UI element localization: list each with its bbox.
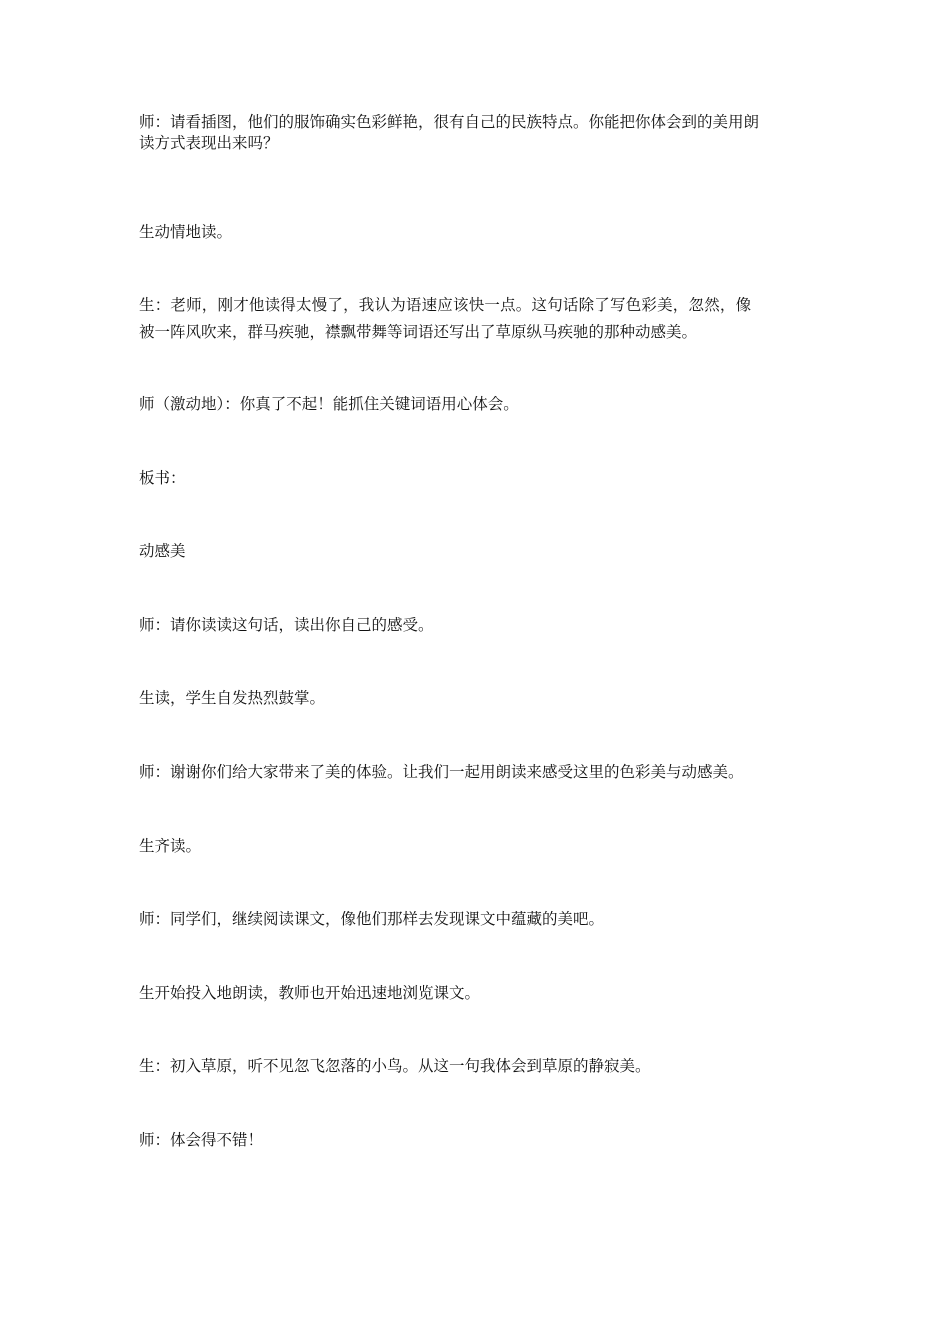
paragraph-line: 被一阵风吹来，群马疾驰，襟飘带舞等词语还写出了草原纵马疾驰的那种动感美。 [139, 323, 698, 341]
paragraph [139, 983, 829, 1004]
paragraph [139, 295, 829, 343]
paragraph-line: 生读，学生自发热烈鼓掌。 [139, 689, 326, 707]
paragraph [139, 222, 829, 243]
paragraph-line: 生：老师，刚才他读得太慢了，我认为语速应该快一点。这句话除了写色彩美，忽然，像 [139, 296, 752, 314]
paragraph [139, 615, 829, 636]
paragraph-line: 板书： [139, 469, 186, 487]
paragraph-line: 读方式表现出来吗？ [139, 134, 279, 152]
paragraph [139, 909, 829, 930]
paragraph [139, 1130, 829, 1151]
paragraph [139, 394, 829, 415]
paragraph-line: 师：请你读读这句话，读出你自己的感受。 [139, 616, 434, 634]
paragraph-line: 生动情地读。 [139, 223, 233, 241]
paragraph-line: 师：体会得不错！ [139, 1131, 264, 1149]
paragraph [139, 468, 829, 489]
paragraph [139, 762, 829, 783]
paragraph-line: 师：请看插图，他们的服饰确实色彩鲜艳，很有自己的民族特点。你能把你体会到的美用朗 [139, 113, 760, 131]
paragraph [139, 688, 829, 709]
paragraph-line: 生开始投入地朗读，教师也开始迅速地浏览课文。 [139, 984, 481, 1002]
paragraph-line: 师：谢谢你们给大家带来了美的体验。让我们一起用朗读来感受这里的色彩美与动感美。 [139, 763, 744, 781]
paragraph-line: 生齐读。 [139, 837, 202, 855]
paragraph-line: 动感美 [139, 542, 186, 560]
paragraph-line: 师：同学们，继续阅读课文，像他们那样去发现课文中蕴藏的美吧。 [139, 910, 605, 928]
paragraph [139, 112, 829, 154]
paragraph-line: 生：初入草原，听不见忽飞忽落的小鸟。从这一句我体会到草原的静寂美。 [139, 1057, 651, 1075]
paragraph [139, 1056, 829, 1077]
paragraph [139, 541, 829, 562]
paragraph [139, 836, 829, 857]
paragraph-line: 师（激动地）：你真了不起！能抓住关键词语用心体会。 [139, 395, 519, 413]
